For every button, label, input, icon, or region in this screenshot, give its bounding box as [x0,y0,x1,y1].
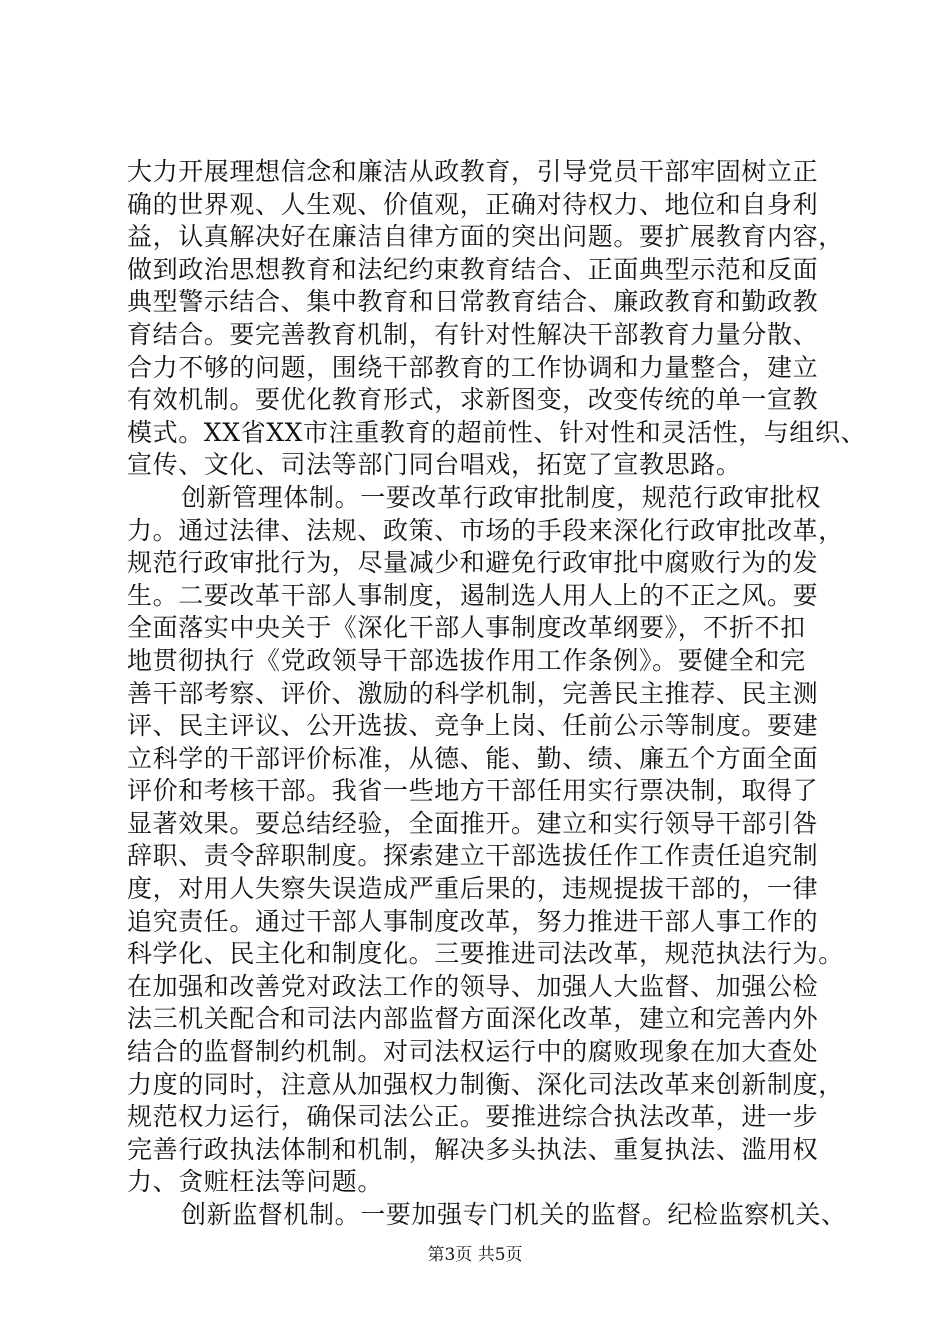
text-line: 有效机制。要优化教育形式，求新图变，改变传统的单一宣教 [127,385,819,415]
text-line: 在加强和改善党对政法工作的领导、加强人大监督、加强公检 [127,971,819,1001]
text-line: 益，认真解决好在廉洁自律方面的突出问题。要扩展教育内容， [127,222,844,252]
text-line: 辞职、责令辞职制度。探索建立干部选拔任作工作责任追究制 [127,841,819,871]
text-line: 追究责任。通过干部人事制度改革，努力推进干部人事工作的 [127,906,819,936]
text-line: 立科学的干部评价标准，从德、能、勤、绩、廉五个方面全面 [127,743,819,773]
text-line: 生。二要改革干部人事制度，遏制选人用人上的不正之风。要 [127,580,819,610]
text-line: 模式。XX省XX市注重教育的超前性、针对性和灵活性，与组织、 [127,417,867,447]
text-line: 评、民主评议、公开选拔、竞争上岗、任前公示等制度。要建 [127,711,819,741]
text-line: 合力不够的问题，围绕干部教育的工作协调和力量整合，建立 [127,352,819,382]
page-footer: 第3页 共5页 [427,1245,523,1265]
text-line: 力度的同时，注意从加强权力制衡、深化司法改革来创新制度， [127,1069,844,1099]
text-line: 地贯彻执行《党政领导干部选拔作用工作条例》。要健全和完 [127,645,806,675]
text-line: 育结合。要完善教育机制，有针对性解决干部教育力量分散、 [127,319,819,349]
text-line: 规范行政审批行为，尽量减少和避免行政审批中腐败行为的发 [127,548,819,578]
text-line: 确的世界观、人生观、价值观，正确对待权力、地位和自身利 [127,189,819,219]
text-line: 力、贪赃枉法等问题。 [127,1167,384,1197]
text-line: 度，对用人失察失误造成严重后果的，违规提拔干部的，一律 [127,874,819,904]
text-line: 创新管理体制。一要改革行政审批制度，规范行政审批权 [181,482,822,512]
text-line: 力。通过法律、法规、政策、市场的手段来深化行政审批改革， [127,515,844,545]
text-line: 典型警示结合、集中教育和日常教育结合、廉政教育和勤政教 [127,287,819,317]
text-line: 大力开展理想信念和廉洁从政教育，引导党员干部牢固树立正 [127,157,819,186]
text-line: 评价和考核干部。我省一些地方干部任用实行票决制，取得了 [127,776,819,806]
text-line: 完善行政执法体制和机制，解决多头执法、重复执法、滥用权 [127,1134,819,1164]
text-line: 结合的监督制约机制。对司法权运行中的腐败现象在加大查处 [127,1037,819,1067]
text-line: 显著效果。要总结经验，全面推开。建立和实行领导干部引咎 [127,808,819,838]
text-line: 创新监督机制。一要加强专门机关的监督。纪检监察机关、 [181,1200,847,1229]
text-line: 法三机关配合和司法内部监督方面深化改革，建立和完善内外 [127,1004,819,1034]
text-line: 做到政治思想教育和法纪约束教育结合、正面典型示范和反面 [127,254,819,284]
text-line: 全面落实中央关于《深化干部人事制度改革纲要》，不折不扣 [127,613,806,643]
text-line: 科学化、民主化和制度化。三要推进司法改革，规范执法行为。 [127,939,844,969]
body-text [127,156,867,1232]
text-line: 规范权力运行，确保司法公正。要推进综合执法改革，进一步 [127,1102,819,1132]
text-line: 宣传、文化、司法等部门同台唱戏，拓宽了宣教思路。 [127,450,742,480]
text-line: 善干部考察、评价、激励的科学机制，完善民主推荐、民主测 [127,678,819,708]
